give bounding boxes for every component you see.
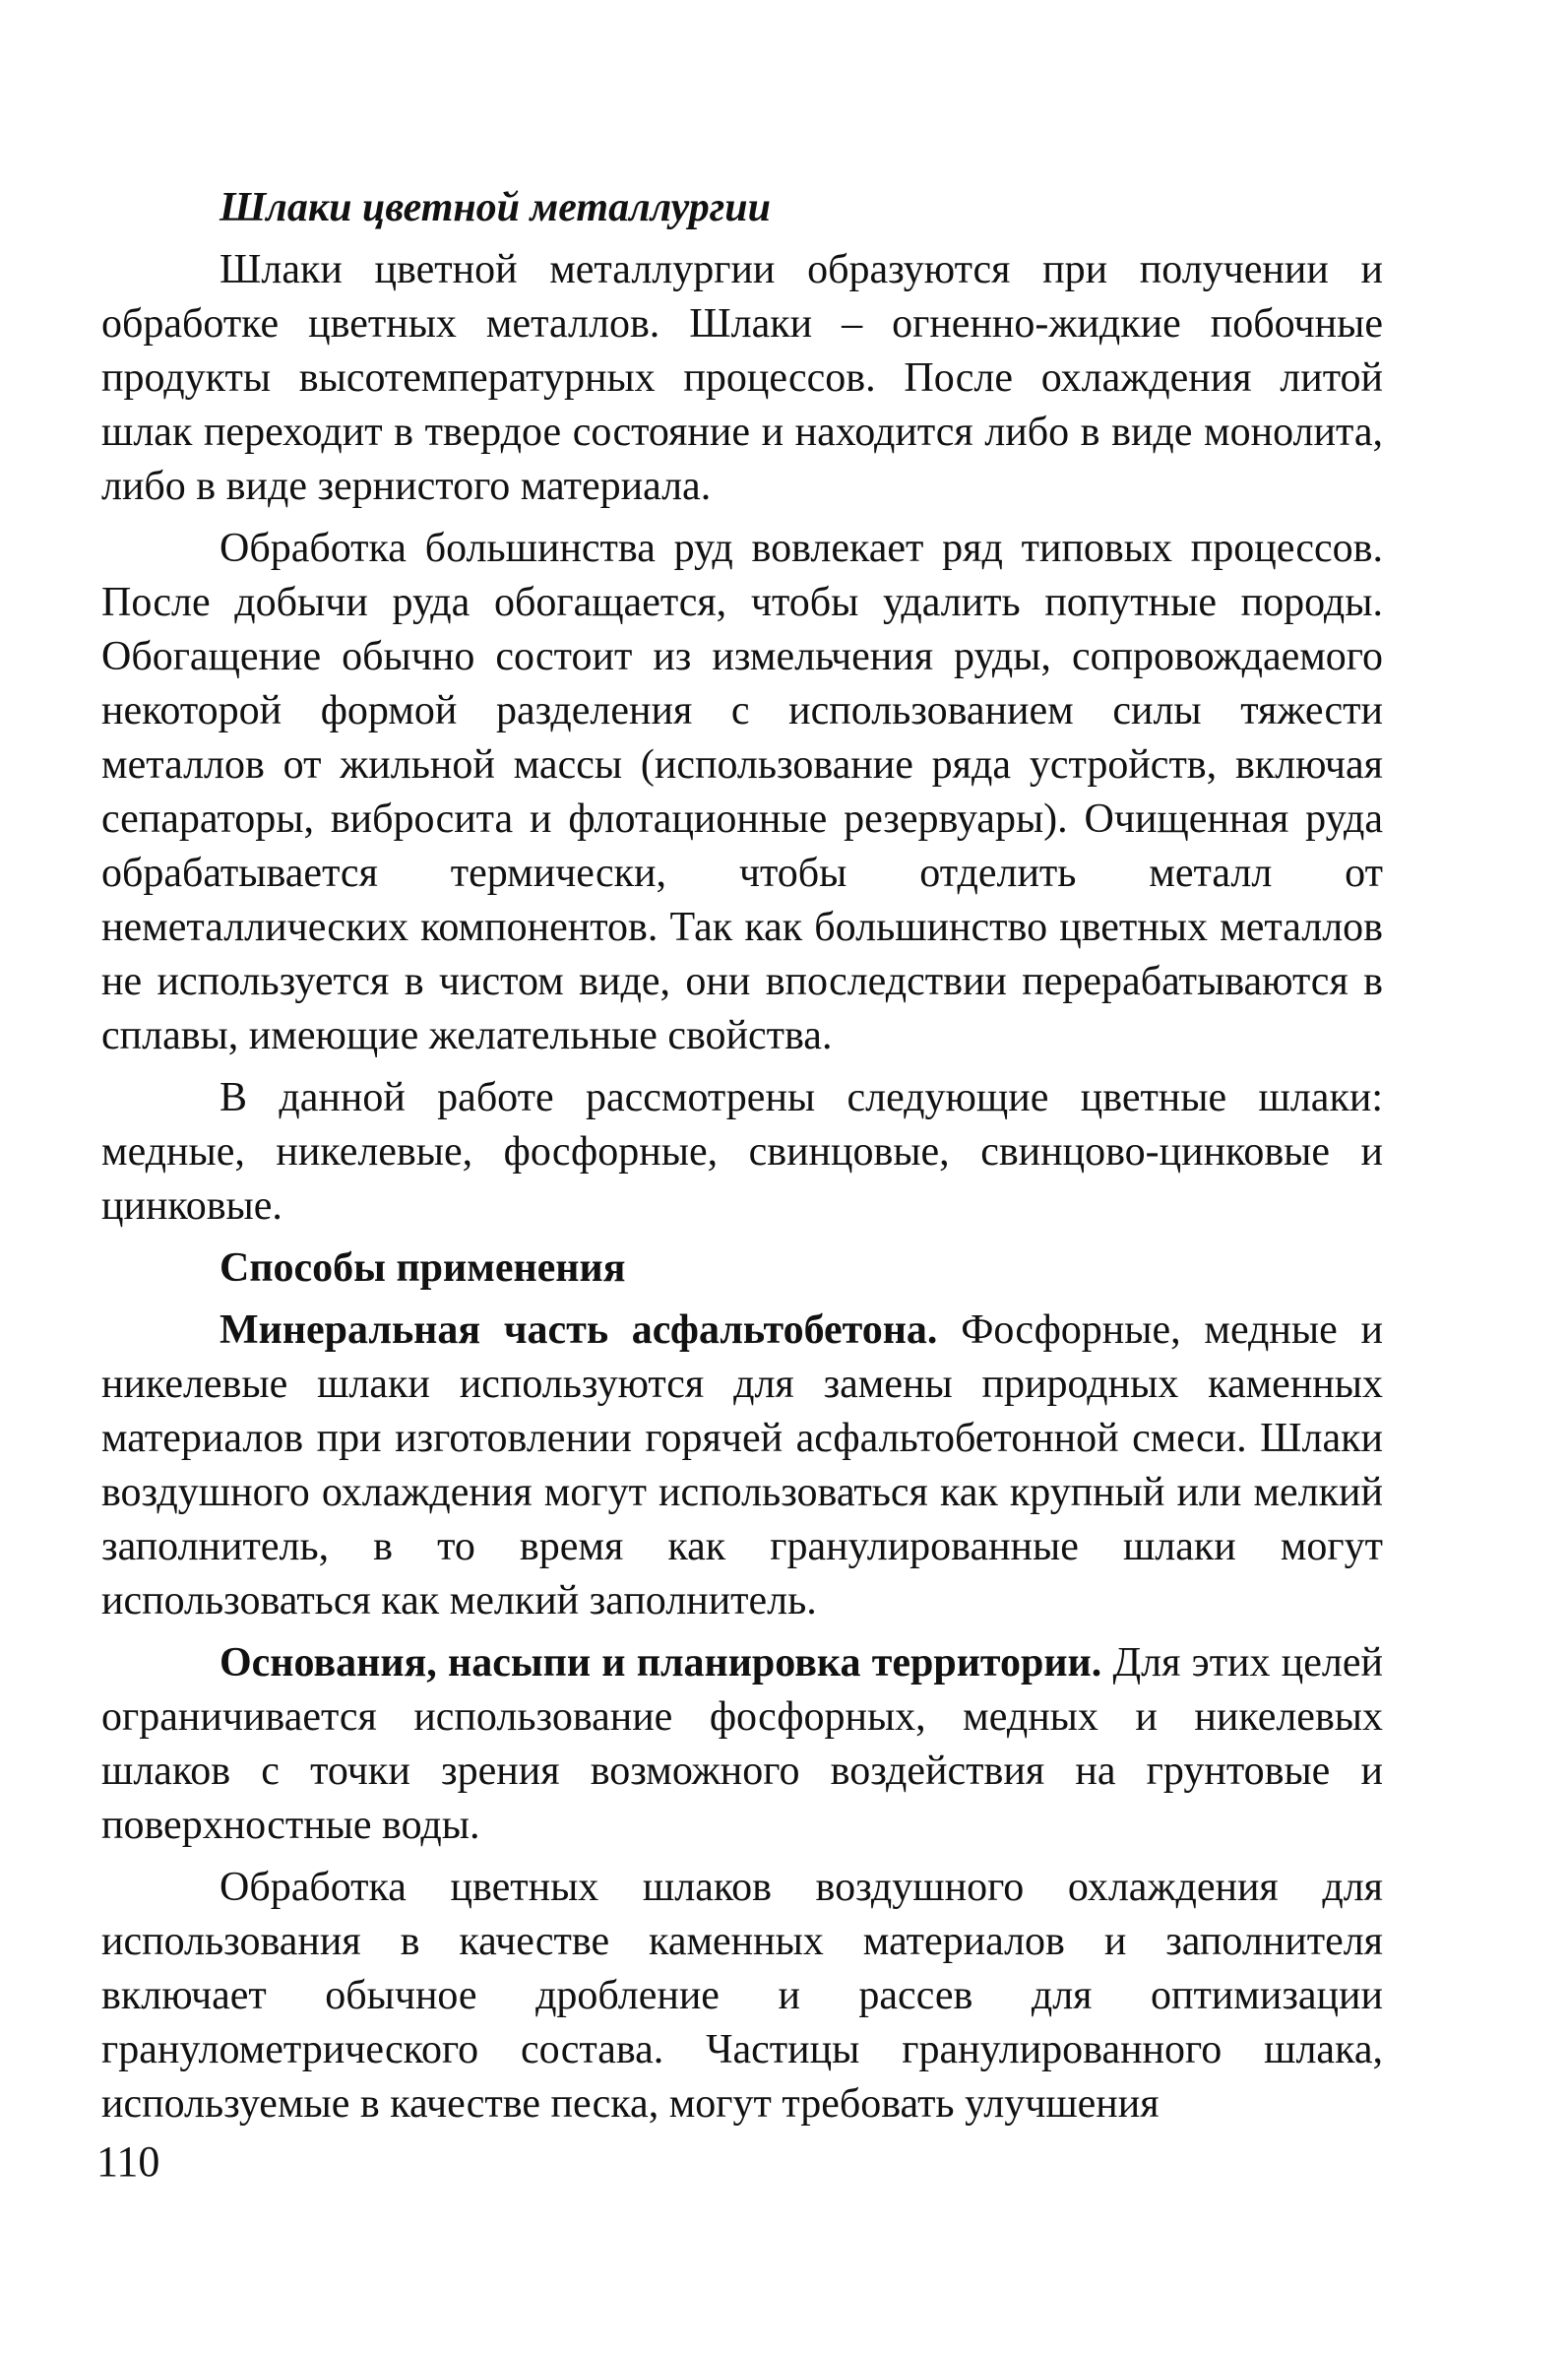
foundations-label: Основания, насыпи и планировка территории.: [220, 1640, 1102, 1686]
paragraph-asphalt: [101, 1304, 1383, 1628]
asphalt-text: Фосфорные, медные и никелевые шлаки используются для замены природных каменных материалов при изготовлении горячей асфальтобетонной смеси. Шлаки воздушного охлаждения могут использоваться как крупный или мелкий заполнитель, в то время как гранулированные шлаки могут использоваться как мелкий заполнитель.: [101, 1307, 1384, 1623]
paragraph-slag-types: В данной работе рассмотрены следующие цветные шлаки: медные, никелевые, фосфорные, свинцовые, свинцово-цинковые и цинковые.: [101, 1075, 1383, 1229]
subsection-title: Способы применения: [220, 1245, 626, 1291]
page-body: [101, 181, 1383, 2131]
paragraph-foundations: [101, 1636, 1383, 1853]
paragraph-slag-processing: Обработка цветных шлаков воздушного охлаждения для использования в качестве каменных материалов и заполнителя включает обычное дробление и рассев для оптимизации гранулометрического состава. Частицы гранулированного шлака, используемые в качестве песка, могут требовать улучшения: [101, 1865, 1383, 2127]
paragraph-slag-definition: Шлаки цветной металлургии образуются при получении и обработке цветных металлов. Шлаки – огненно-жидкие побочные продукты высотемпературных процессов. После охлаждения литой шлак переходит в твердое состояние и находится либо в виде монолита, либо в виде зернистого материала.: [101, 247, 1383, 509]
asphalt-label: Минеральная часть асфальтобетона.: [220, 1307, 938, 1353]
paragraph-ore-processing: Обработка большинства руд вовлекает ряд типовых процессов. После добычи руда обогащается, чтобы удалить попутные породы. Обогащение обычно состоит из измельчения руды, сопровождаемого некоторой формой разделения с использованием силы тяжести металлов от жильной массы (использование ряда устройств, включая сепараторы, вибросита и флотационные резервуары). Очищенная руда обрабатывается термически, чтобы отделить металл от неметаллических компонентов. Так как большинство цветных металлов не используется в чистом виде, они впоследствии перерабатываются в сплавы, имеющие желательные свойства.: [101, 526, 1383, 1058]
section-title: Шлаки цветной металлургии: [220, 185, 771, 230]
page-number: 110: [96, 2137, 160, 2186]
foundations-text: Для этих целей ограничивается использование фосфорных, медных и никелевых шлаков с точки зрения возможного воздействия на грунтовые и поверхностные воды.: [101, 1640, 1383, 1848]
